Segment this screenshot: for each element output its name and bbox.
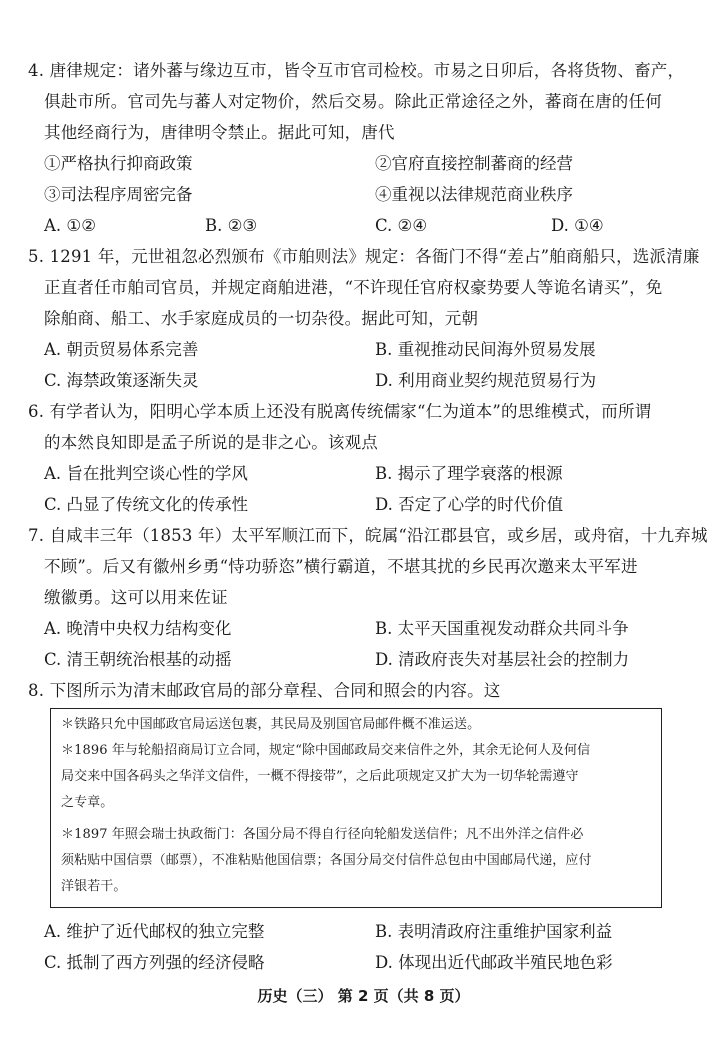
question-6-stem-line-1: 6. 有学者认为，阳明心学本质上还没有脱离传统儒家“仁为道本”的思维模式，而所谓: [28, 402, 652, 421]
question-8-option-d: D. 体现出近代邮政半殖民地色彩: [375, 953, 613, 972]
material-line-1: ＊铁路只允中国邮政官局运送包裹，其民局及别国官局邮件概不准运送。: [61, 717, 481, 732]
question-8-option-b: B. 表明清政府注重维护国家利益: [375, 922, 613, 941]
material-line-6: 须粘贴中国信票（邮票），不准粘贴他国信票；各国分局交付信件总包由中国邮局代递，应付: [61, 853, 592, 868]
question-6-option-a: A. 旨在批判空谈心性的学风: [44, 464, 248, 483]
question-4-stem-line-2: 俱赴市所。官司先与蕃人对定物价，然后交易。除此正常途径之外，蕃商在唐的任何: [44, 92, 662, 111]
question-7-stem-line-3: 缴徽勇。这可以用来佐证: [44, 588, 228, 607]
question-4-item-4: ④重视以法律规范商业秩序: [375, 185, 573, 204]
page-footer: 历史（三） 第 2 页（共 8 页）: [257, 987, 470, 1005]
question-7-option-d: D. 清政府丧失对基层社会的控制力: [375, 650, 630, 669]
question-7-option-b: B. 太平天国重视发动群众共同斗争: [375, 619, 629, 638]
question-5-option-a: A. 朝贡贸易体系完善: [44, 340, 199, 359]
material-line-2: ＊1896 年与轮船招商局订立合同，规定“除中国邮政局交来信件之外，其余无论何人及何信: [61, 743, 591, 758]
question-8-option-a: A. 维护了近代邮权的独立完整: [44, 922, 265, 941]
question-7-option-c: C. 清王朝统治根基的动摇: [44, 650, 232, 669]
question-4-stem-line-1: 4. 唐律规定：诸外蕃与缘边互市，皆令互市官司检校。市易之日卯后，各将货物、畜产，: [28, 61, 685, 80]
question-5-stem-line-2: 正直者任市舶司官员，并规定商舶进港，“不许现任官府权豪势要人等诡名请买”，免: [44, 278, 663, 297]
question-8-material-box: [50, 708, 662, 908]
question-4-option-c: C. ②④: [375, 216, 428, 235]
question-7-stem-line-1: 7. 自咸丰三年（1853 年）太平军顺江而下，皖属“沿江郡县官，或乡居，或舟宿，十九弃城: [28, 526, 708, 545]
question-7-stem-line-2: 不顾”。后又有徽州乡勇“恃功骄恣”横行霸道，不堪其扰的乡民再次邀来太平军进: [44, 557, 638, 576]
question-4-stem-line-3: 其他经商行为，唐律明令禁止。据此可知，唐代: [44, 123, 395, 142]
question-4-option-a: A. ①②: [44, 216, 96, 235]
question-4-option-d: D. ①④: [551, 216, 604, 235]
question-8-option-c: C. 抵制了西方列强的经济侵略: [44, 953, 265, 972]
question-6-option-d: D. 否定了心学的时代价值: [375, 495, 564, 514]
question-8-stem-line-1: 8. 下图所示为清末邮政官局的部分章程、合同和照会的内容。这: [28, 681, 501, 700]
question-6-stem-line-2: 的本然良知即是孟子所说的是非之心。该观点: [44, 433, 378, 452]
material-line-4: 之专章。: [61, 795, 114, 810]
question-7-option-a: A. 晚清中央权力结构变化: [44, 619, 232, 638]
question-5-option-b: B. 重视推动民间海外贸易发展: [375, 340, 596, 359]
question-4-item-2: ②官府直接控制蕃商的经营: [375, 154, 573, 173]
question-5-option-c: C. 海禁政策逐渐失灵: [44, 371, 199, 390]
question-5-stem-line-3: 除舶商、船工、水手家庭成员的一切杂役。据此可知，元朝: [44, 309, 479, 328]
question-4-item-3: ③司法程序周密完备: [44, 185, 193, 204]
question-5-option-d: D. 利用商业契约规范贸易行为: [375, 371, 597, 390]
material-line-7: 洋银若干。: [61, 879, 127, 894]
question-4-option-b: B. ②③: [205, 216, 258, 235]
material-line-3: 局交来中国各码头之华洋文信件，一概不得接带”，之后此项规定又扩大为一切华轮需遵守: [61, 769, 579, 784]
question-6-option-b: B. 揭示了理学衰落的根源: [375, 464, 563, 483]
question-6-option-c: C. 凸显了传统文化的传承性: [44, 495, 249, 514]
question-4-item-1: ①严格执行抑商政策: [44, 154, 193, 173]
question-5-stem-line-1: 5. 1291 年，元世祖忽必烈颁布《市舶则法》规定：各衙门不得“差占”舶商船只，选派清廉: [28, 247, 700, 266]
material-line-5: ＊1897 年照会瑞士执政衙门：各国分局不得自行径向轮船发送信件；凡不出外洋之信件必: [61, 827, 584, 842]
